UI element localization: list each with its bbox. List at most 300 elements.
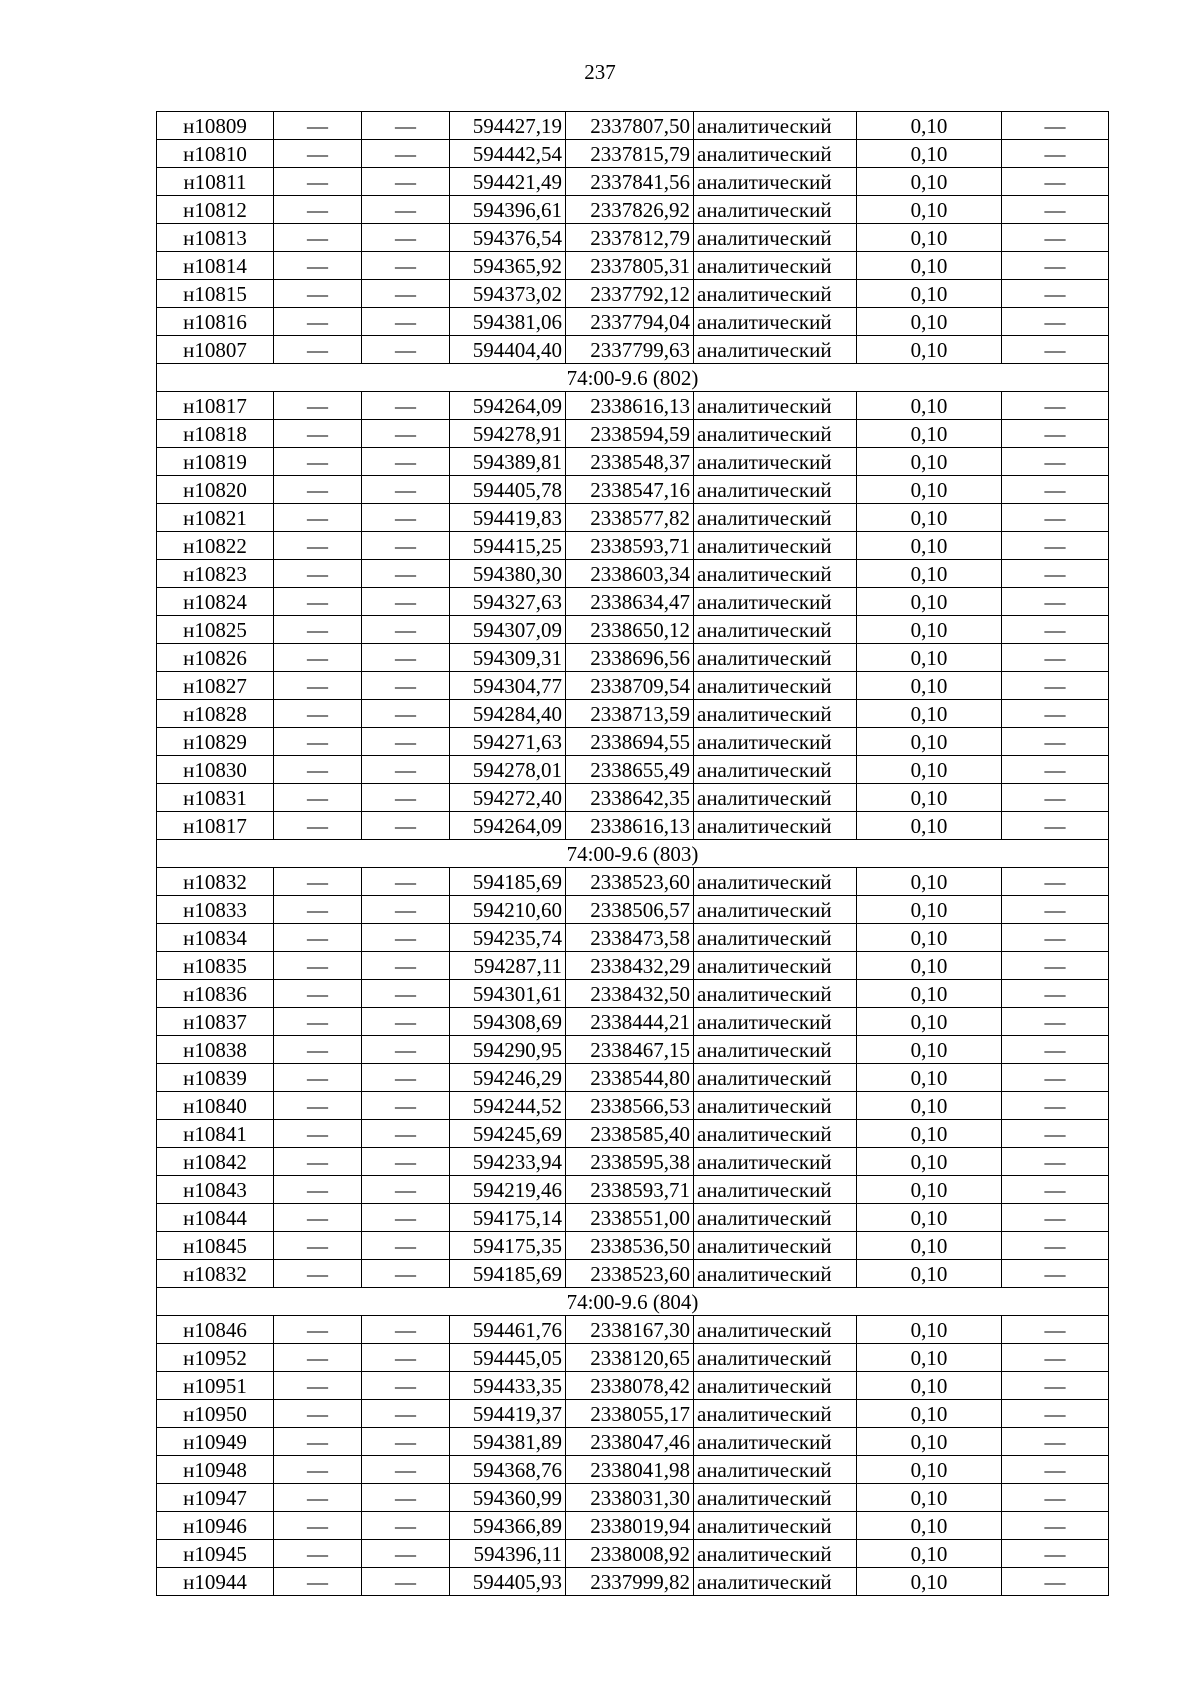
old-y-cell: — bbox=[362, 1540, 450, 1568]
accuracy-cell: 0,10 bbox=[857, 224, 1002, 252]
old-x-cell: — bbox=[274, 1232, 362, 1260]
x-coordinate-cell: 594284,40 bbox=[450, 700, 566, 728]
accuracy-cell: 0,10 bbox=[857, 336, 1002, 364]
x-coordinate-cell: 594461,76 bbox=[450, 1316, 566, 1344]
method-cell: аналитический bbox=[694, 1204, 857, 1232]
point-name-cell: н10813 bbox=[157, 224, 274, 252]
old-y-cell: — bbox=[362, 1148, 450, 1176]
method-cell: аналитический bbox=[694, 1120, 857, 1148]
old-y-cell: — bbox=[362, 280, 450, 308]
point-name-cell: н10821 bbox=[157, 504, 274, 532]
method-cell: аналитический bbox=[694, 1512, 857, 1540]
description-cell: — bbox=[1002, 112, 1109, 140]
old-x-cell: — bbox=[274, 1120, 362, 1148]
old-y-cell: — bbox=[362, 308, 450, 336]
description-cell: — bbox=[1002, 168, 1109, 196]
old-x-cell: — bbox=[274, 896, 362, 924]
x-coordinate-cell: 594396,61 bbox=[450, 196, 566, 224]
x-coordinate-cell: 594308,69 bbox=[450, 1008, 566, 1036]
accuracy-cell: 0,10 bbox=[857, 672, 1002, 700]
section-header-row bbox=[157, 1288, 1109, 1316]
description-cell: — bbox=[1002, 476, 1109, 504]
description-cell: — bbox=[1002, 504, 1109, 532]
y-coordinate-cell: 2337841,56 bbox=[566, 168, 694, 196]
old-y-cell: — bbox=[362, 1456, 450, 1484]
description-cell: — bbox=[1002, 812, 1109, 840]
y-coordinate-cell: 2338616,13 bbox=[566, 392, 694, 420]
accuracy-cell: 0,10 bbox=[857, 1204, 1002, 1232]
point-name-cell: н10845 bbox=[157, 1232, 274, 1260]
x-coordinate-cell: 594415,25 bbox=[450, 532, 566, 560]
old-x-cell: — bbox=[274, 952, 362, 980]
old-y-cell: — bbox=[362, 1260, 450, 1288]
accuracy-cell: 0,10 bbox=[857, 196, 1002, 224]
point-name-cell: н10841 bbox=[157, 1120, 274, 1148]
point-name-cell: н10842 bbox=[157, 1148, 274, 1176]
x-coordinate-cell: 594290,95 bbox=[450, 1036, 566, 1064]
old-x-cell: — bbox=[274, 252, 362, 280]
old-y-cell: — bbox=[362, 392, 450, 420]
table-row bbox=[157, 532, 1109, 560]
method-cell: аналитический bbox=[694, 1456, 857, 1484]
x-coordinate-cell: 594360,99 bbox=[450, 1484, 566, 1512]
old-x-cell: — bbox=[274, 700, 362, 728]
x-coordinate-cell: 594175,14 bbox=[450, 1204, 566, 1232]
old-y-cell: — bbox=[362, 504, 450, 532]
accuracy-cell: 0,10 bbox=[857, 308, 1002, 336]
method-cell: аналитический bbox=[694, 616, 857, 644]
method-cell: аналитический bbox=[694, 420, 857, 448]
method-cell: аналитический bbox=[694, 448, 857, 476]
old-y-cell: — bbox=[362, 476, 450, 504]
method-cell: аналитический bbox=[694, 700, 857, 728]
point-name-cell: н10831 bbox=[157, 784, 274, 812]
description-cell: — bbox=[1002, 952, 1109, 980]
point-name-cell: н10809 bbox=[157, 112, 274, 140]
method-cell: аналитический bbox=[694, 924, 857, 952]
accuracy-cell: 0,10 bbox=[857, 1568, 1002, 1596]
accuracy-cell: 0,10 bbox=[857, 616, 1002, 644]
section-title: 74:00-9.6 (804) bbox=[157, 1288, 1109, 1316]
x-coordinate-cell: 594389,81 bbox=[450, 448, 566, 476]
description-cell: — bbox=[1002, 1568, 1109, 1596]
accuracy-cell: 0,10 bbox=[857, 1008, 1002, 1036]
old-x-cell: — bbox=[274, 308, 362, 336]
old-y-cell: — bbox=[362, 1008, 450, 1036]
section-header-row bbox=[157, 840, 1109, 868]
old-x-cell: — bbox=[274, 392, 362, 420]
old-y-cell: — bbox=[362, 812, 450, 840]
old-x-cell: — bbox=[274, 1512, 362, 1540]
point-name-cell: н10830 bbox=[157, 756, 274, 784]
method-cell: аналитический bbox=[694, 140, 857, 168]
point-name-cell: н10826 bbox=[157, 644, 274, 672]
description-cell: — bbox=[1002, 1344, 1109, 1372]
old-x-cell: — bbox=[274, 868, 362, 896]
x-coordinate-cell: 594235,74 bbox=[450, 924, 566, 952]
y-coordinate-cell: 2337812,79 bbox=[566, 224, 694, 252]
table-row bbox=[157, 1344, 1109, 1372]
y-coordinate-cell: 2338041,98 bbox=[566, 1456, 694, 1484]
x-coordinate-cell: 594380,30 bbox=[450, 560, 566, 588]
point-name-cell: н10948 bbox=[157, 1456, 274, 1484]
old-x-cell: — bbox=[274, 1036, 362, 1064]
method-cell: аналитический bbox=[694, 196, 857, 224]
accuracy-cell: 0,10 bbox=[857, 924, 1002, 952]
y-coordinate-cell: 2338713,59 bbox=[566, 700, 694, 728]
accuracy-cell: 0,10 bbox=[857, 644, 1002, 672]
y-coordinate-cell: 2338594,59 bbox=[566, 420, 694, 448]
point-name-cell: н10951 bbox=[157, 1372, 274, 1400]
accuracy-cell: 0,10 bbox=[857, 896, 1002, 924]
old-x-cell: — bbox=[274, 336, 362, 364]
y-coordinate-cell: 2338467,15 bbox=[566, 1036, 694, 1064]
description-cell: — bbox=[1002, 1260, 1109, 1288]
description-cell: — bbox=[1002, 252, 1109, 280]
old-x-cell: — bbox=[274, 532, 362, 560]
table-row bbox=[157, 280, 1109, 308]
y-coordinate-cell: 2337999,82 bbox=[566, 1568, 694, 1596]
point-name-cell: н10818 bbox=[157, 420, 274, 448]
point-name-cell: н10814 bbox=[157, 252, 274, 280]
point-name-cell: н10825 bbox=[157, 616, 274, 644]
y-coordinate-cell: 2338603,34 bbox=[566, 560, 694, 588]
point-name-cell: н10947 bbox=[157, 1484, 274, 1512]
old-y-cell: — bbox=[362, 700, 450, 728]
table-row bbox=[157, 1204, 1109, 1232]
accuracy-cell: 0,10 bbox=[857, 252, 1002, 280]
old-x-cell: — bbox=[274, 784, 362, 812]
point-name-cell: н10828 bbox=[157, 700, 274, 728]
old-x-cell: — bbox=[274, 1008, 362, 1036]
point-name-cell: н10807 bbox=[157, 336, 274, 364]
table-row bbox=[157, 448, 1109, 476]
description-cell: — bbox=[1002, 1148, 1109, 1176]
description-cell: — bbox=[1002, 1372, 1109, 1400]
old-y-cell: — bbox=[362, 1036, 450, 1064]
y-coordinate-cell: 2338593,71 bbox=[566, 1176, 694, 1204]
accuracy-cell: 0,10 bbox=[857, 280, 1002, 308]
old-x-cell: — bbox=[274, 560, 362, 588]
point-name-cell: н10832 bbox=[157, 1260, 274, 1288]
old-y-cell: — bbox=[362, 616, 450, 644]
method-cell: аналитический bbox=[694, 560, 857, 588]
old-y-cell: — bbox=[362, 1204, 450, 1232]
y-coordinate-cell: 2337826,92 bbox=[566, 196, 694, 224]
old-x-cell: — bbox=[274, 672, 362, 700]
description-cell: — bbox=[1002, 420, 1109, 448]
accuracy-cell: 0,10 bbox=[857, 812, 1002, 840]
y-coordinate-cell: 2338008,92 bbox=[566, 1540, 694, 1568]
old-y-cell: — bbox=[362, 952, 450, 980]
y-coordinate-cell: 2338432,29 bbox=[566, 952, 694, 980]
old-x-cell: — bbox=[274, 1204, 362, 1232]
accuracy-cell: 0,10 bbox=[857, 980, 1002, 1008]
x-coordinate-cell: 594327,63 bbox=[450, 588, 566, 616]
y-coordinate-cell: 2338547,16 bbox=[566, 476, 694, 504]
old-y-cell: — bbox=[362, 1372, 450, 1400]
x-coordinate-cell: 594278,01 bbox=[450, 756, 566, 784]
coordinates-table bbox=[156, 111, 1109, 1596]
description-cell: — bbox=[1002, 1008, 1109, 1036]
point-name-cell: н10949 bbox=[157, 1428, 274, 1456]
method-cell: аналитический bbox=[694, 1344, 857, 1372]
description-cell: — bbox=[1002, 560, 1109, 588]
description-cell: — bbox=[1002, 868, 1109, 896]
table-row bbox=[157, 868, 1109, 896]
accuracy-cell: 0,10 bbox=[857, 756, 1002, 784]
old-x-cell: — bbox=[274, 980, 362, 1008]
point-name-cell: н10838 bbox=[157, 1036, 274, 1064]
description-cell: — bbox=[1002, 1484, 1109, 1512]
table-row bbox=[157, 588, 1109, 616]
table-row bbox=[157, 644, 1109, 672]
y-coordinate-cell: 2338078,42 bbox=[566, 1372, 694, 1400]
x-coordinate-cell: 594301,61 bbox=[450, 980, 566, 1008]
y-coordinate-cell: 2338696,56 bbox=[566, 644, 694, 672]
description-cell: — bbox=[1002, 196, 1109, 224]
old-x-cell: — bbox=[274, 448, 362, 476]
x-coordinate-cell: 594445,05 bbox=[450, 1344, 566, 1372]
old-y-cell: — bbox=[362, 868, 450, 896]
method-cell: аналитический bbox=[694, 1148, 857, 1176]
old-x-cell: — bbox=[274, 1372, 362, 1400]
method-cell: аналитический bbox=[694, 336, 857, 364]
accuracy-cell: 0,10 bbox=[857, 868, 1002, 896]
accuracy-cell: 0,10 bbox=[857, 140, 1002, 168]
x-coordinate-cell: 594365,92 bbox=[450, 252, 566, 280]
method-cell: аналитический bbox=[694, 1372, 857, 1400]
old-y-cell: — bbox=[362, 336, 450, 364]
description-cell: — bbox=[1002, 1400, 1109, 1428]
old-x-cell: — bbox=[274, 1316, 362, 1344]
description-cell: — bbox=[1002, 336, 1109, 364]
description-cell: — bbox=[1002, 1120, 1109, 1148]
x-coordinate-cell: 594307,09 bbox=[450, 616, 566, 644]
point-name-cell: н10945 bbox=[157, 1540, 274, 1568]
old-x-cell: — bbox=[274, 1064, 362, 1092]
accuracy-cell: 0,10 bbox=[857, 532, 1002, 560]
accuracy-cell: 0,10 bbox=[857, 588, 1002, 616]
y-coordinate-cell: 2338432,50 bbox=[566, 980, 694, 1008]
method-cell: аналитический bbox=[694, 1400, 857, 1428]
old-y-cell: — bbox=[362, 1092, 450, 1120]
old-x-cell: — bbox=[274, 1148, 362, 1176]
table-row bbox=[157, 1316, 1109, 1344]
old-y-cell: — bbox=[362, 1176, 450, 1204]
old-x-cell: — bbox=[274, 280, 362, 308]
accuracy-cell: 0,10 bbox=[857, 504, 1002, 532]
table-row bbox=[157, 1568, 1109, 1596]
y-coordinate-cell: 2338536,50 bbox=[566, 1232, 694, 1260]
point-name-cell: н10846 bbox=[157, 1316, 274, 1344]
old-x-cell: — bbox=[274, 1344, 362, 1372]
point-name-cell: н10839 bbox=[157, 1064, 274, 1092]
point-name-cell: н10816 bbox=[157, 308, 274, 336]
description-cell: — bbox=[1002, 392, 1109, 420]
method-cell: аналитический bbox=[694, 1036, 857, 1064]
point-name-cell: н10836 bbox=[157, 980, 274, 1008]
point-name-cell: н10833 bbox=[157, 896, 274, 924]
accuracy-cell: 0,10 bbox=[857, 1064, 1002, 1092]
accuracy-cell: 0,10 bbox=[857, 1148, 1002, 1176]
description-cell: — bbox=[1002, 1512, 1109, 1540]
point-name-cell: н10843 bbox=[157, 1176, 274, 1204]
table-row bbox=[157, 1036, 1109, 1064]
old-y-cell: — bbox=[362, 756, 450, 784]
x-coordinate-cell: 594185,69 bbox=[450, 1260, 566, 1288]
table-row bbox=[157, 476, 1109, 504]
method-cell: аналитический bbox=[694, 112, 857, 140]
x-coordinate-cell: 594404,40 bbox=[450, 336, 566, 364]
accuracy-cell: 0,10 bbox=[857, 392, 1002, 420]
accuracy-cell: 0,10 bbox=[857, 1344, 1002, 1372]
description-cell: — bbox=[1002, 616, 1109, 644]
old-y-cell: — bbox=[362, 140, 450, 168]
method-cell: аналитический bbox=[694, 672, 857, 700]
y-coordinate-cell: 2337805,31 bbox=[566, 252, 694, 280]
method-cell: аналитический bbox=[694, 868, 857, 896]
accuracy-cell: 0,10 bbox=[857, 1260, 1002, 1288]
old-x-cell: — bbox=[274, 1456, 362, 1484]
x-coordinate-cell: 594405,93 bbox=[450, 1568, 566, 1596]
y-coordinate-cell: 2338593,71 bbox=[566, 532, 694, 560]
description-cell: — bbox=[1002, 1232, 1109, 1260]
table-row bbox=[157, 1008, 1109, 1036]
table-row bbox=[157, 1092, 1109, 1120]
x-coordinate-cell: 594373,02 bbox=[450, 280, 566, 308]
old-x-cell: — bbox=[274, 1400, 362, 1428]
old-x-cell: — bbox=[274, 644, 362, 672]
table-row bbox=[157, 756, 1109, 784]
method-cell: аналитический bbox=[694, 252, 857, 280]
point-name-cell: н10812 bbox=[157, 196, 274, 224]
y-coordinate-cell: 2338544,80 bbox=[566, 1064, 694, 1092]
point-name-cell: н10950 bbox=[157, 1400, 274, 1428]
old-y-cell: — bbox=[362, 112, 450, 140]
y-coordinate-cell: 2338650,12 bbox=[566, 616, 694, 644]
old-y-cell: — bbox=[362, 560, 450, 588]
method-cell: аналитический bbox=[694, 504, 857, 532]
old-y-cell: — bbox=[362, 532, 450, 560]
old-x-cell: — bbox=[274, 196, 362, 224]
method-cell: аналитический bbox=[694, 1568, 857, 1596]
x-coordinate-cell: 594381,89 bbox=[450, 1428, 566, 1456]
old-x-cell: — bbox=[274, 112, 362, 140]
old-y-cell: — bbox=[362, 224, 450, 252]
description-cell: — bbox=[1002, 448, 1109, 476]
table-row bbox=[157, 336, 1109, 364]
accuracy-cell: 0,10 bbox=[857, 1232, 1002, 1260]
table-row bbox=[157, 896, 1109, 924]
table-row bbox=[157, 1120, 1109, 1148]
method-cell: аналитический bbox=[694, 476, 857, 504]
method-cell: аналитический bbox=[694, 1008, 857, 1036]
x-coordinate-cell: 594433,35 bbox=[450, 1372, 566, 1400]
y-coordinate-cell: 2338120,65 bbox=[566, 1344, 694, 1372]
description-cell: — bbox=[1002, 896, 1109, 924]
y-coordinate-cell: 2338548,37 bbox=[566, 448, 694, 476]
old-y-cell: — bbox=[362, 1400, 450, 1428]
table-row bbox=[157, 1540, 1109, 1568]
table-row bbox=[157, 672, 1109, 700]
old-y-cell: — bbox=[362, 672, 450, 700]
table-row bbox=[157, 308, 1109, 336]
accuracy-cell: 0,10 bbox=[857, 168, 1002, 196]
x-coordinate-cell: 594381,06 bbox=[450, 308, 566, 336]
method-cell: аналитический bbox=[694, 756, 857, 784]
y-coordinate-cell: 2338585,40 bbox=[566, 1120, 694, 1148]
table-row bbox=[157, 924, 1109, 952]
y-coordinate-cell: 2338616,13 bbox=[566, 812, 694, 840]
point-name-cell: н10810 bbox=[157, 140, 274, 168]
old-x-cell: — bbox=[274, 1092, 362, 1120]
accuracy-cell: 0,10 bbox=[857, 728, 1002, 756]
table-row bbox=[157, 1428, 1109, 1456]
method-cell: аналитический bbox=[694, 280, 857, 308]
description-cell: — bbox=[1002, 1540, 1109, 1568]
table-row bbox=[157, 140, 1109, 168]
accuracy-cell: 0,10 bbox=[857, 700, 1002, 728]
table-row bbox=[157, 224, 1109, 252]
x-coordinate-cell: 594175,35 bbox=[450, 1232, 566, 1260]
y-coordinate-cell: 2338566,53 bbox=[566, 1092, 694, 1120]
old-y-cell: — bbox=[362, 1316, 450, 1344]
x-coordinate-cell: 594419,37 bbox=[450, 1400, 566, 1428]
y-coordinate-cell: 2338694,55 bbox=[566, 728, 694, 756]
old-x-cell: — bbox=[274, 224, 362, 252]
table-row bbox=[157, 784, 1109, 812]
old-x-cell: — bbox=[274, 504, 362, 532]
x-coordinate-cell: 594244,52 bbox=[450, 1092, 566, 1120]
description-cell: — bbox=[1002, 1428, 1109, 1456]
description-cell: — bbox=[1002, 728, 1109, 756]
accuracy-cell: 0,10 bbox=[857, 1036, 1002, 1064]
method-cell: аналитический bbox=[694, 980, 857, 1008]
old-x-cell: — bbox=[274, 756, 362, 784]
table-row bbox=[157, 420, 1109, 448]
old-x-cell: — bbox=[274, 1568, 362, 1596]
table-row bbox=[157, 700, 1109, 728]
accuracy-cell: 0,10 bbox=[857, 1540, 1002, 1568]
method-cell: аналитический bbox=[694, 952, 857, 980]
method-cell: аналитический bbox=[694, 308, 857, 336]
old-y-cell: — bbox=[362, 420, 450, 448]
old-x-cell: — bbox=[274, 1428, 362, 1456]
old-y-cell: — bbox=[362, 168, 450, 196]
table-row bbox=[157, 168, 1109, 196]
x-coordinate-cell: 594233,94 bbox=[450, 1148, 566, 1176]
x-coordinate-cell: 594396,11 bbox=[450, 1540, 566, 1568]
method-cell: аналитический bbox=[694, 168, 857, 196]
old-x-cell: — bbox=[274, 812, 362, 840]
x-coordinate-cell: 594185,69 bbox=[450, 868, 566, 896]
y-coordinate-cell: 2338655,49 bbox=[566, 756, 694, 784]
accuracy-cell: 0,10 bbox=[857, 1120, 1002, 1148]
x-coordinate-cell: 594246,29 bbox=[450, 1064, 566, 1092]
table-row bbox=[157, 560, 1109, 588]
old-x-cell: — bbox=[274, 1484, 362, 1512]
x-coordinate-cell: 594272,40 bbox=[450, 784, 566, 812]
old-x-cell: — bbox=[274, 616, 362, 644]
x-coordinate-cell: 594376,54 bbox=[450, 224, 566, 252]
y-coordinate-cell: 2338055,17 bbox=[566, 1400, 694, 1428]
old-y-cell: — bbox=[362, 1344, 450, 1372]
table-row bbox=[157, 1148, 1109, 1176]
description-cell: — bbox=[1002, 672, 1109, 700]
old-x-cell: — bbox=[274, 420, 362, 448]
accuracy-cell: 0,10 bbox=[857, 1456, 1002, 1484]
